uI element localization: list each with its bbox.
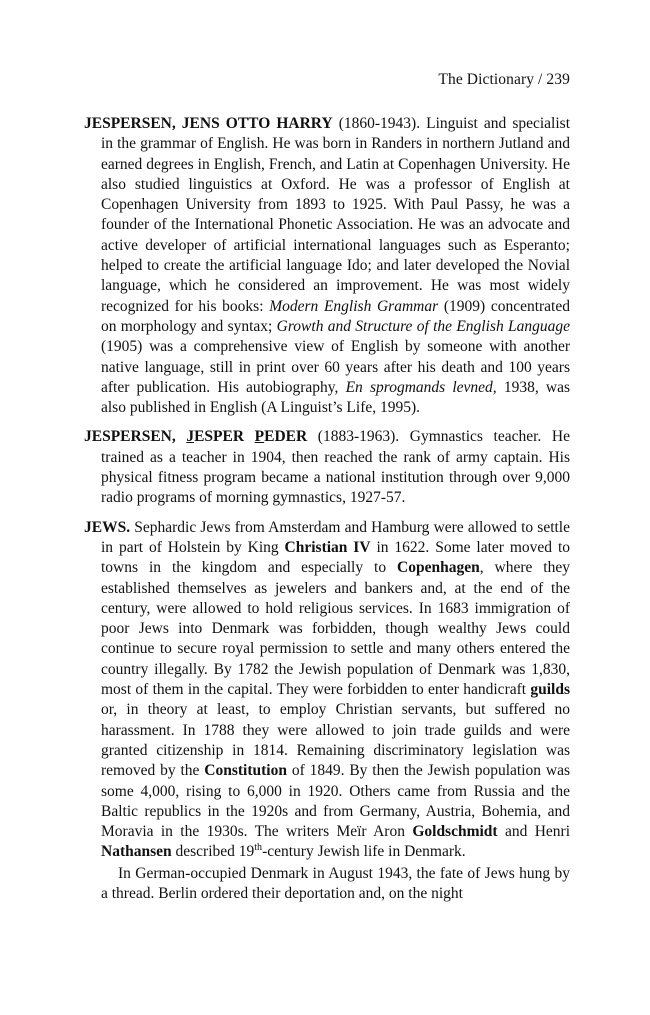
entry-text: and Henri: [497, 823, 570, 841]
headword-part: ESPER: [194, 428, 255, 446]
cross-reference: Constitution: [204, 762, 287, 780]
entry-jews-paragraph-2: [84, 864, 570, 905]
entry-jews: [84, 518, 570, 863]
entry-text: In German-occupied Denmark in August 1943, the fate of Jews hung by a thread. Berlin ordered their deportation and, on the night: [101, 864, 570, 902]
entry-headword: JESPERSEN, JENS OTTO HARRY: [84, 115, 333, 132]
headword-part: P: [254, 428, 265, 446]
book-title: Modern English Grammar: [269, 297, 439, 315]
cross-reference: Christian IV: [284, 538, 371, 556]
entry-text: Sephardic Jews from Amsterdam and Hamburg were allowed to settle in part of Holstein by King: [101, 518, 570, 556]
entry-text: (1860-1943). Linguist and specialist in the grammar of English. He was born in Randers in northern Jutland and earned degrees in English, French, and Latin at Copenhagen University. He also studied linguistics at Oxford. He was a professor of English at Copenhagen University from 1893 to 1925. With Paul Passy, he was a founder of the International Phonetic Association. He was an advocate and active developer of artificial international languages such as Esperanto; helped to create the artificial language Ido; and later developed the Novial language, which he considered an improvement. He was most widely recognized for his books:: [101, 115, 570, 315]
entry-text: 1938, was also published in English (A Linguist’s Life, 1995).: [101, 378, 570, 417]
book-title: Growth and Structure of the English Language: [276, 317, 570, 335]
cross-reference: guilds: [530, 681, 570, 699]
entry-text: in 1622. Some later moved to towns in the kingdom and especially to: [101, 538, 570, 577]
entry-text: , where they established themselves as jewelers and bankers and, at the end of the century, were allowed to hold religious services. In 1683 immigration of poor Jews into Denmark was forbidden, though wealthy Jews could continue to secure royal permission to settle and many others entered the country illegally. By 1782 the Jewish population of Denmark was 1,830, most of them in the capital. They were forbidden to enter handicraft: [101, 559, 570, 699]
entry-text: or, in theory at least, to employ Christian servants, but suffered no harassment. In 1788 they were allowed to join trade guilds and were granted citizenship in 1814. Remaining discriminatory legislation was removed by the: [101, 701, 570, 780]
headword-part: JESPERSEN,: [84, 428, 187, 446]
entry-jespersen-jens-otto-harry: [84, 114, 570, 418]
superscript: th: [254, 842, 263, 854]
cross-reference: Copenhagen: [397, 559, 480, 577]
entry-headword: [84, 428, 307, 445]
running-head: The Dictionary / 239: [438, 71, 570, 88]
entry-headword: JEWS.: [84, 518, 131, 536]
entry-text: -century Jewish life in Denmark.: [262, 843, 466, 861]
entry-text: of 1849. By then the Jewish population was some 4,000, rising to 6,000 in 1920. Others came from Russia and the Baltic republics in the 1920s and from Germany, Austria, Bohemia, and Moravia in the 1930s. The writers Meïr Aron: [101, 762, 570, 841]
book-title: En sprogmands levned,: [345, 378, 497, 396]
headword-part: EDER: [264, 428, 308, 446]
entry-jespersen-jesper-peder: [84, 427, 570, 508]
entry-text: (1883-1963). Gymnastics teacher. He trained as a teacher in 1904, then reached the rank of army captain. His physical fitness program became a national institution through over 9,000 radio programs of morning gymnastics, 1927-57.: [101, 428, 570, 507]
cross-reference: Nathansen: [101, 843, 172, 861]
text-block: [84, 114, 570, 913]
entry-text: (1905) was a comprehensive view of English by someone with another native language, still in print over 60 years after his death and 100 years after publication. His autobiography,: [101, 338, 570, 396]
entry-text: (1909) concentrated on morphology and syntax;: [101, 297, 570, 335]
headword-part: J: [186, 428, 195, 446]
cross-reference: Goldschmidt: [412, 823, 498, 841]
entry-text: described 19: [171, 843, 255, 861]
